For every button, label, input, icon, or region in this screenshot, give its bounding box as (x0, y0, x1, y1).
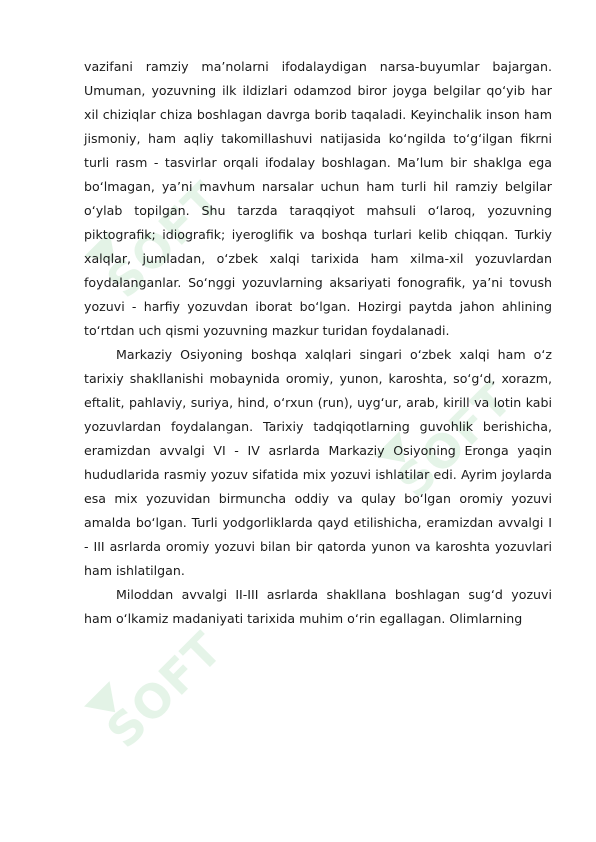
watermark-text: SOFT (96, 171, 233, 309)
paragraph: Markaziy Osiyoning boshqa xalqlari singari o‘zbek xalqi ham o‘z tarixiy shakllanishi mobaynida oromiy, yunon, karoshta, so‘g‘d, xorazm, eftalit, pahlaviy, suriya, hind, o‘rxun (run), uyg‘ur, arab, kirill va lotin kabi yozuvlardan foydalangan. Tarixiy tadqiqotlarning guvohlik berishicha, eramizdan avvalgi VI - IV asrlarda Markaziy Osiyoning Eronga yaqin hududlarida rasmiy yozuv sifatida mix yozuvi ishlatilar edi. Ayrim joylarda esa mix yozuvidan birmuncha oddiy va qulay bo‘lgan oromiy yozuvi amalda bo‘lgan. Turli yodgorliklarda qayd etilishicha, eramizdan avvalgi I - III asrlarda oromiy yozuvi bilan bir qatorda yunon va karoshta yozuvlari ham ishlatilgan. (84, 347, 552, 578)
watermark-text: SOFT (96, 621, 233, 759)
watermark-text: SOFT (386, 371, 523, 509)
paragraph: Miloddan avvalgi II-III asrlarda shakllana boshlagan sug‘d yozuvi ham o‘lkamiz madaniyati tarixida muhim o‘rin egallagan. Olimlarning (84, 587, 552, 626)
body-text (84, 55, 552, 631)
paragraph: vazifani ramziy ma’nolarni ifodalaydigan narsa-buyumlar bajargan. Umuman, yozuvning ilk ildizlari odamzod biror joyga belgilar qo‘yib har xil chiziqlar chiza boshlagan davrga borib taqaladi. Keyinchalik inson ham jismoniy, ham aqliy takomillashuvi natijasida ko‘ngilda to‘g‘ilgan fikrni turli rasm - tasvirlar orqali ifodalay boshlagan. Ma’lum bir shaklga ega bo‘lmagan, ya’ni mavhum narsalar uchun ham turli hil ramziy belgilar o‘ylab topilgan. Shu tarzda taraqqiyot mahsuli o‘laroq, yozuvning piktografik; idiografik; iyeroglifik va boshqa turlari kelib chiqqan. Turkiy xalqlar, jumladan, o‘zbek xalqi tarixida ham xilma-xil yozuvlardan foydalanganlar. So‘nggi yozuvlarning aksariyati fonografik, ya’ni tovush yozuvi - harfiy yozuvdan iborat bo‘lgan. Hozirgi paytda jahon ahlining to‘rtdan uch qismi yozuvning mazkur turidan foydalanadi. (84, 59, 552, 338)
watermark-logo-icon (84, 681, 128, 725)
